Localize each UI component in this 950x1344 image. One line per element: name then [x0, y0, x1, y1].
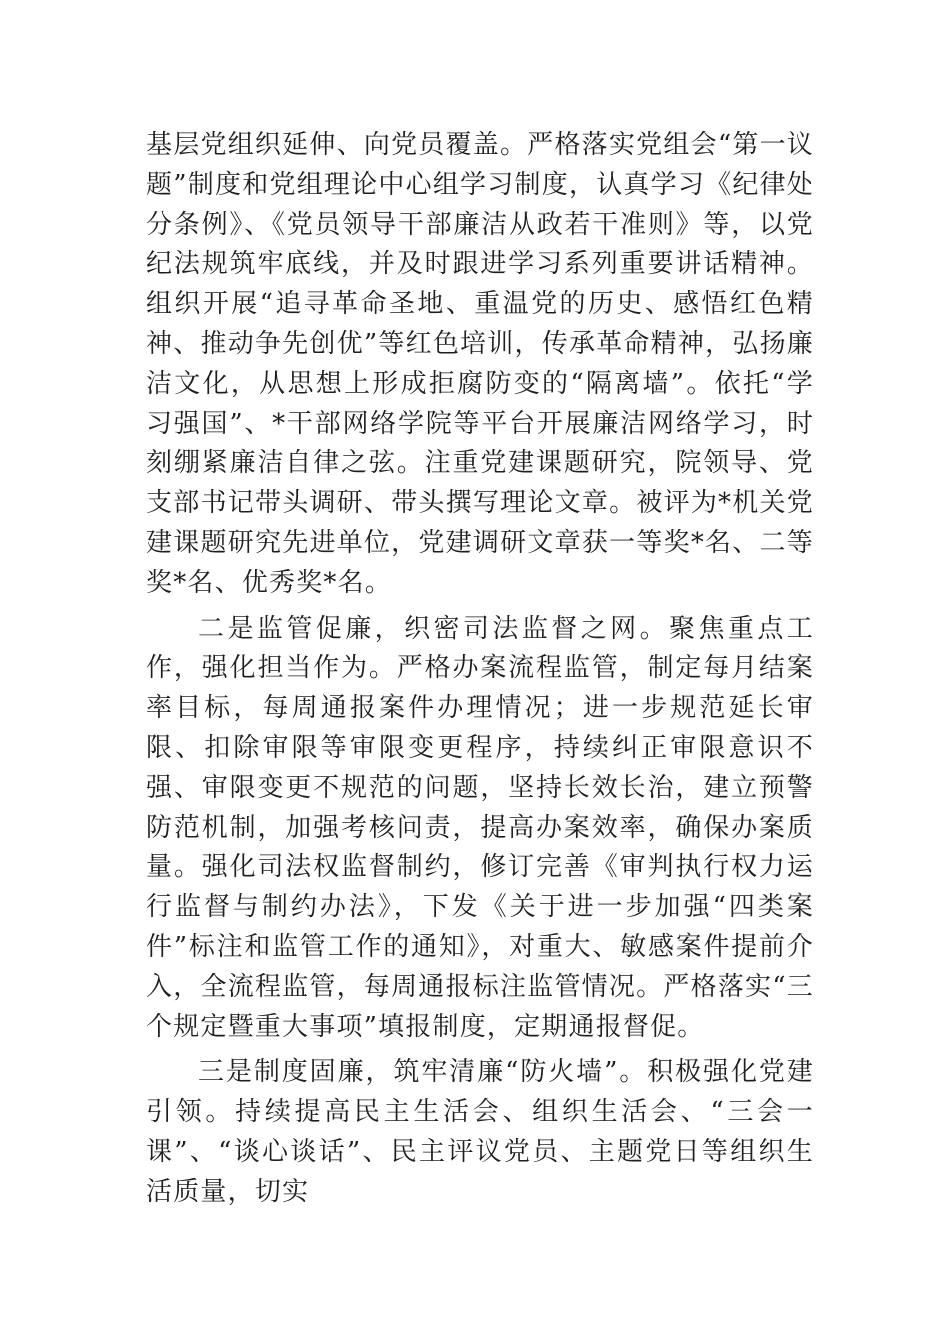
paragraph-institution: 三是制度固廉，筑牢清廉“防火墙”。积极强化党建引领。持续提高民主生活会、组织生活会、“三会一课”、“谈心谈话”、民主评议党员、主题党日等组织生活质量，切实	[146, 1057, 814, 1207]
paragraph-supervision: 二是监管促廉，织密司法监督之网。聚焦重点工作，强化担当作为。严格办案流程监管，制定每月结案率目标，每周通报案件办理情况；进一步规范延长审限、扣除审限等审限变更程序，持续纠正审限意识不强、审限变更不规范的问题，坚持长效长治，建立预警防范机制，加强考核问责，提高办案效率，确保办案质量。强化司法权监督制约，修订完善《审判执行权力运行监督与制约办法》，下发《关于进一步加强“四类案件”标注和监管工作的通知》，对重大、敏感案件提前介入，全流程监管，每周通报标注监管情况。严格落实“三个规定暨重大事项”填报制度，定期通报督促。	[146, 613, 814, 1042]
document-body	[146, 126, 814, 1219]
paragraph-continuation: 基层党组织延伸、向党员覆盖。严格落实党组会“第一议题”制度和党组理论中心组学习制度，认真学习《纪律处分条例》、《党员领导干部廉洁从政若干准则》等，以党纪法规筑牢底线，并及时跟进学习系列重要讲话精神。组织开展“追寻革命圣地、重温党的历史、感悟红色精神、推动争先创优”等红色培训，传承革命精神，弘扬廉洁文化，从思想上形成拒腐防变的“隔离墙”。依托“学习强国”、*干部网络学院等平台开展廉洁网络学习，时刻绷紧廉洁自律之弦。注重党建课题研究，院领导、党支部书记带头调研、带头撰写理论文章。被评为*机关党建课题研究先进单位，党建调研文章获一等奖*名、二等奖*名、优秀奖*名。	[146, 130, 814, 598]
